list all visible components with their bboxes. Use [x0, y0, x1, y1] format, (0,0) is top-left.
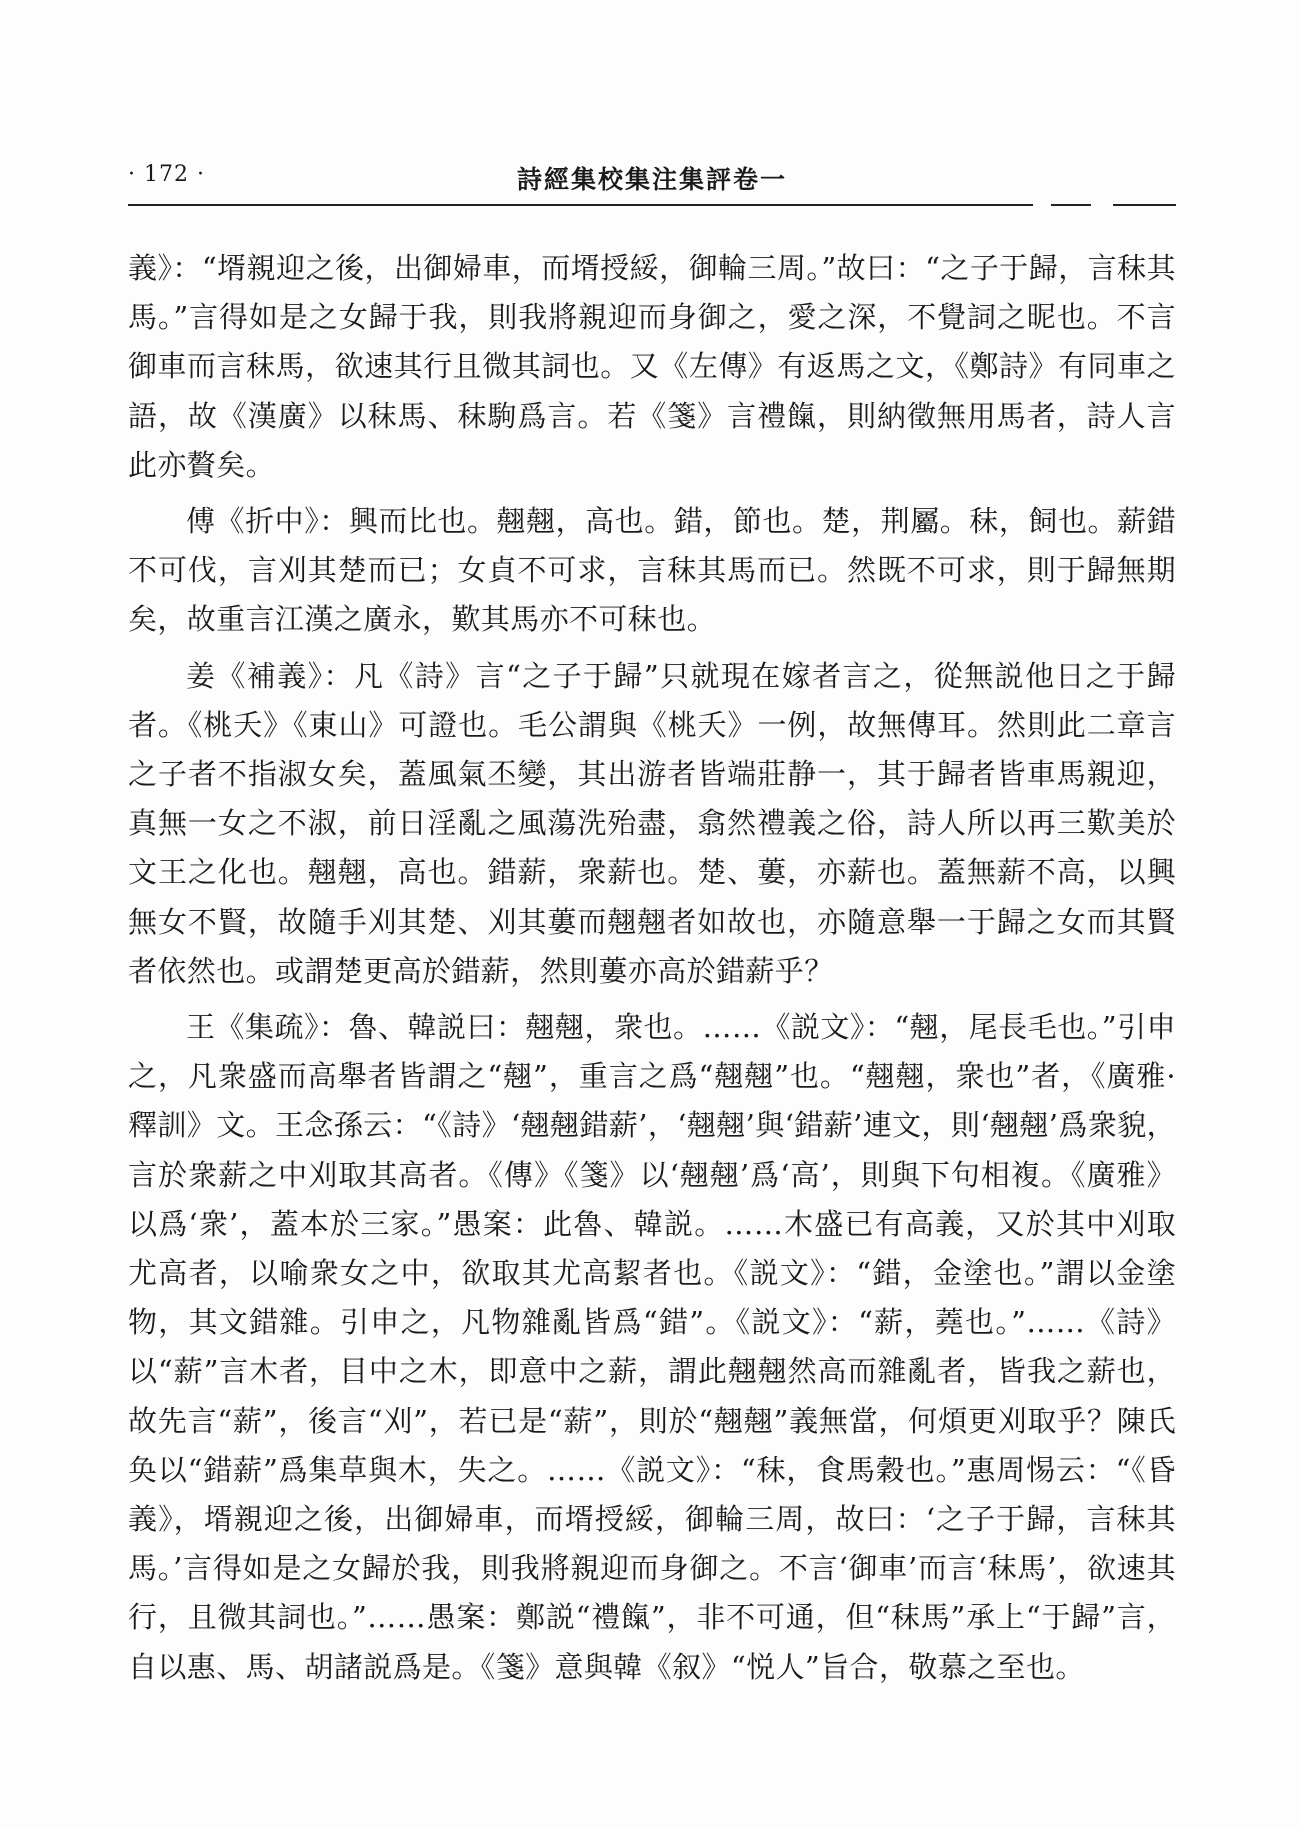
- page-header: [128, 162, 1176, 196]
- paragraph-fu-zhezhong: 傅《折中》：興而比也。翹翹，高也。錯，節也。楚，荆屬。秣，飼也。薪錯不可伐，言刈其楚而已；女貞不可求，言秣其馬而已。然既不可求，則于歸無期矣，故重言江漢之廣永，歎其馬亦不可秣也。: [128, 504, 1176, 637]
- paragraph-jiang-buyi: 姜《補義》：凡《詩》言“之子于歸”只就現在嫁者言之，從無説他日之于歸者。《桃夭》《東山》可證也。毛公謂與《桃夭》一例，故無傳耳。然則此二章言之子者不指淑女矣，蓋風氣丕變，其出游者皆端莊静一，其于歸者皆車馬親迎，真無一女之不淑，前日淫亂之風蕩洗殆盡，翕然禮義之俗，詩人所以再三歎美於文王之化也。翹翹，高也。錯薪，衆薪也。楚、蔞，亦薪也。蓋無薪不高，以興無女不賢，故隨手刈其楚、刈其蔞而翹翹者如故也，亦隨意舉一于歸之女而其賢者依然也。或謂楚更高於錯薪，然則蔞亦高於錯薪乎？: [128, 658, 1176, 988]
- running-title: 詩經集校集注集評卷一: [516, 165, 787, 194]
- page-number: · 172 ·: [128, 162, 205, 187]
- header-rule: [128, 204, 1033, 206]
- header-rule-segment: [1113, 204, 1176, 206]
- paragraph-continuation: 義》：“壻親迎之後，出御婦車，而壻授綏，御輪三周。”故曰：“之子于歸，言秣其馬。”言得如是之女歸于我，則我將親迎而身御之，愛之深，不覺詞之昵也。不言御車而言秣馬，欲速其行且微其詞也。又《左傳》有返馬之文，《鄭詩》有同車之語，故《漢廣》以秣馬、秣駒爲言。若《箋》言禮餼，則納徵無用馬者，詩人言此亦贅矣。: [128, 251, 1176, 482]
- main-text: [128, 244, 1176, 1699]
- paragraph-wang-jishu: 王《集疏》：魯、韓説曰：翹翹，衆也。……《説文》：“翹，尾長毛也。”引申之，凡衆盛而高舉者皆謂之“翹”，重言之爲“翹翹”也。“翹翹，衆也”者，《廣雅·釋訓》文。王念孫云：“《詩》‘翹翹錯薪’，‘翹翹’與‘錯薪’連文，則‘翹翹’爲衆貌，言於衆薪之中刈取其高者。《傳》《箋》以‘翹翹’爲‘高’，則與下句相複。《廣雅》以爲‘衆’，蓋本於三家。”愚案：此魯、韓説。……木盛已有高義，又於其中刈取尤高者，以喻衆女之中，欲取其尤高絜者也。《説文》：“錯，金塗也。”謂以金塗物，其文錯雜。引申之，凡物雜亂皆爲“錯”。《説文》：“薪，蕘也。”……《詩》以“薪”言木者，目中之木，即意中之薪，謂此翹翹然高而雜亂者，皆我之薪也，故先言“薪”，後言“刈”，若已是“薪”，則於“翹翹”義無當，何煩更刈取乎？陳氏奂以“錯薪”爲集草與木，失之。……《説文》：“秣，食馬穀也。”惠周惕云：“《昏義》，壻親迎之後，出御婦車，而壻授綏，御輪三周，故曰：‘之子于歸，言秣其馬。’言得如是之女歸於我，則我將親迎而身御之。不言‘御車’而言‘秣馬’，欲速其行，且微其詞也。”……愚案：鄭説“禮餼”，非不可通，但“秣馬”承上“于歸”言，自以惠、馬、胡諸説爲是。《箋》意與韓《叙》“悦人”旨合，敬慕之至也。: [128, 1010, 1176, 1684]
- header-rule-segment: [1051, 204, 1091, 206]
